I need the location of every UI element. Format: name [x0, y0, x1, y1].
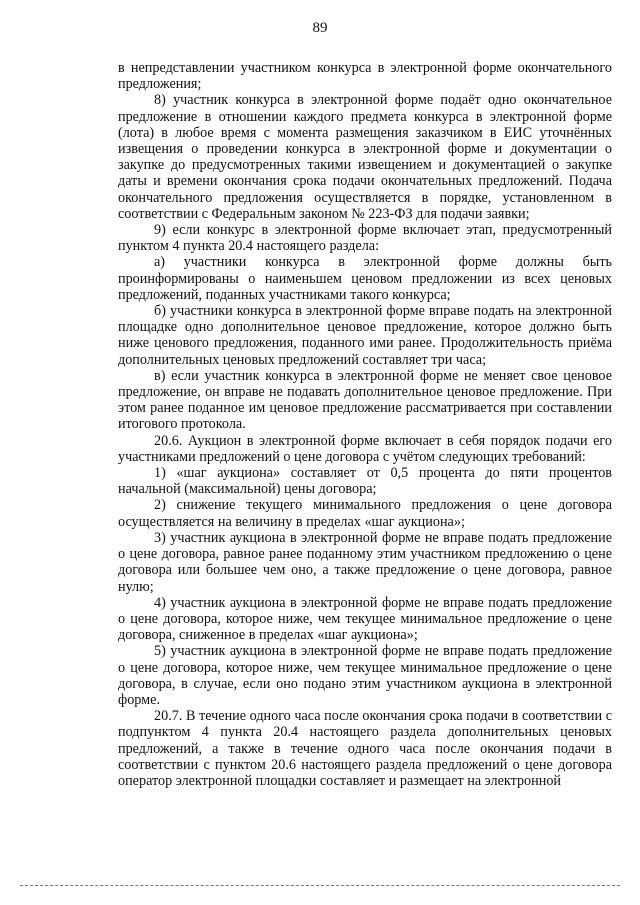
paragraph: 4) участник аукциона в электронной форме не вправе подать предложение о цене договора, которое ниже, чем текущее минимальное предложение о цене договора, сниженное в пределах «шаг аукциона»;: [118, 594, 612, 644]
paragraph: 5) участник аукциона в электронной форме не вправе подать предложение о цене договора, которое ниже, чем текущее минимальное предложение о цене договора, в случае, если оно подано этим участником аукциона в электронной форме.: [118, 643, 612, 708]
paragraph: в) если участник конкурса в электронной форме не меняет свое ценовое предложение, он вправе не подавать дополнительное ценовое предложение. При этом ранее поданное им ценовое предложение рассматривается при составлении итогового протокола.: [118, 367, 612, 433]
paragraph: 8) участник конкурса в электронной форме подаёт одно окончательное предложение в отношении каждого предмета конкурса в электронной форме (лота) в любое время с момента размещения заказчиком в ЕИС уточнённых извещения о проведении конкурса в электронной форме и документации о закупке до предусмотренных такими извещением и документацией о закупке даты и времени окончания срока подачи окончательных предложений. Подача окончательного предложения осуществляется в порядке, установленном в соответствии с Федеральным законом № 223-ФЗ для подачи заявки;: [118, 92, 612, 222]
body-text: [118, 60, 612, 789]
paragraph: 20.6. Аукцион в электронной форме включает в себя порядок подачи его участниками предложений о цене договора с учётом следующих требований:: [118, 432, 612, 465]
paragraph: а) участники конкурса в электронной форме должны быть проинформированы о наименьшем ценовом предложении из всех ценовых предложений, поданных участниками такого конкурса;: [118, 254, 612, 303]
paragraph: 1) «шаг аукциона» составляет от 0,5 процента до пяти процентов начальной (максимальной) цены договора;: [118, 465, 612, 498]
paragraph: 20.7. В течение одного часа после окончания срока подачи в соответствии с подпунктом 4 пункта 20.4 настоящего раздела дополнительных ценовых предложений, а также в течение одного часа после окончания подачи в соответствии с пунктом 20.6 настоящего раздела предложений о цене договора оператор электронной площадки составляет и размещает на электронной: [118, 708, 612, 789]
paragraph: 9) если конкурс в электронной форме включает этап, предусмотренный пунктом 4 пункта 20.4 настоящего раздела:: [118, 222, 612, 255]
paragraph: 2) снижение текущего минимального предложения о цене договора осуществляется на величину в пределах «шаг аукциона»;: [118, 497, 612, 530]
paragraph: в непредставлении участником конкурса в электронной форме окончательного предложения;: [118, 60, 612, 93]
paragraph: 3) участник аукциона в электронной форме не вправе подать предложение о цене договора, равное ранее поданному этим участником предложению о цене договора или большее чем оно, а также предложение о цене договора, равное нулю;: [118, 529, 612, 595]
page-number: 89: [312, 20, 328, 36]
scan-footer-divider: [20, 885, 620, 886]
paragraph: б) участники конкурса в электронной форме вправе подать на электронной площадке одно дополнительное ценовое предложение, которое должно быть ниже ценового предложения, поданного ими ранее. Продолжительность приёма дополнительных ценовых предложений составляет три часа;: [118, 303, 612, 368]
